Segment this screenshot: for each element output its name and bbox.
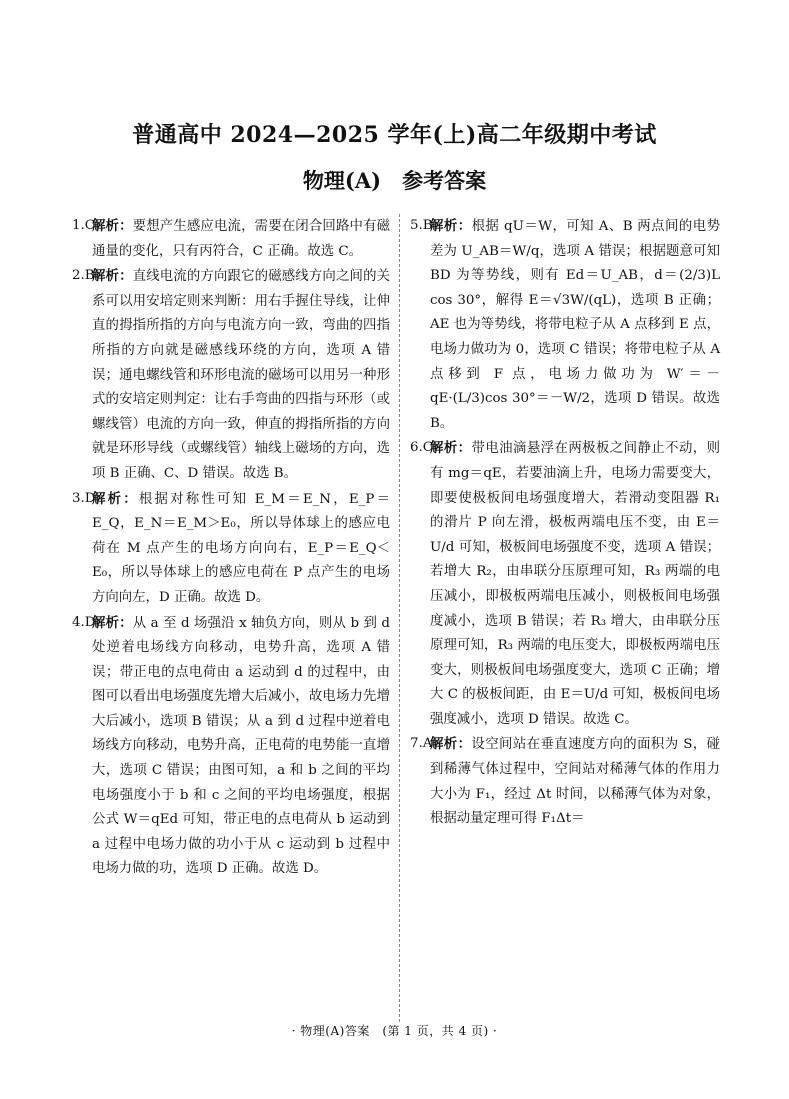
answer-item	[72, 214, 390, 264]
answer-item	[410, 214, 720, 436]
answer-text: 从 a 至 d 场强沿 x 轴负方向，则从 b 到 d 处逆着电场线方向移动，电势升高，选项 A 错误；带正电的点电荷由 a 运动到 d 的过程中，由图可以看出电场强度先增大后减小，故电场力先增大后减小，选项 B 错误；从 a 到 d 过程中逆着电场线方向移动，电势升高，正电荷的电势能一直增大，选项 C 错误；由图可知，a 和 b 之间的平均电场强度小于 b 和 c 之间的平均电场强度，根据公式 W＝qEd 可知，带正电的点电荷从 b 运动到 a 过程中电场力做的功小于从 c 运动到 b 过程中电场力做的功，选项 D 正确。故选 D。	[92, 615, 391, 877]
answer-number: 3.D	[72, 490, 96, 506]
page-footer: · 物理(A)答案 (第 1 页，共 4 页) ·	[291, 1024, 498, 1038]
left-column	[72, 214, 390, 882]
answer-text: 带电油滴悬浮在两极板之间静止不动，则有 mg＝qE，若要油滴上升，电场力需要变大，即要使极板间电场强度增大，若滑动变阻器 R₁ 的滑片 P 向左滑，极板两端电压不变，由 E＝U/d 可知，极板间电场强度不变，选项 A 错误；若增大 R₂，由串联分压原理可知，R₃ 两端的电压减小，即极板两端电压减小，则极板间电场强度减小，选项 B 错误；若 R₃ 增大，由串联分压原理可知，R₃ 两端的电压变大，即极板两端电压变大，则极板间电场强度变大，选项 C 正确；增大 C 的极板间距，由 E＝U/d 可知，极板间电场强度减小，选项 D 错误。故选 C。	[430, 441, 721, 727]
answer-tag: 解析：	[430, 736, 472, 753]
answer-number: 5.B	[410, 218, 433, 233]
answer-tag: 解析：	[92, 490, 139, 507]
answer-text: 根据 qU＝W，可知 A、B 两点间的电势差为 U_AB＝W/q，选项 A 错误；根据题意可知 BD 为等势线，则有 Ed＝U_AB，d＝(2/3)L cos 30°，解得 E＝√3W/(qL)，选项 B 正确；AE 也为等势线，将带电粒子从 A 点移到 E 点，电场力做功为 0，选项 C 错误；将带电粒子从 A 点移到 F 点，电场力做功为 W′＝－qE·(L/3)cos 30°＝－W/2，选项 D 错误。故选 B。	[430, 219, 720, 431]
answer-item	[72, 611, 390, 883]
answer-number: 4.D	[72, 614, 96, 630]
answer-item	[72, 264, 390, 486]
column-divider	[399, 214, 400, 1022]
answer-text: 直线电流的方向跟它的磁感线方向之间的关系可以用安培定则来判断：用右手握住导线，让伸直的拇指所指的方向与电流方向一致，弯曲的四指所指的方向就是磁感线环绕的方向，选项 A 错误；通电螺线管和环形电流的磁场可以用另一种形式的安培定则判定：让右手弯曲的四指与环形（或螺线管）电流的方向一致，伸直的拇指所指的方向就是环形导线（或螺线管）轴线上磁场的方向，选项 B 正确、C、D 错误。故选 B。	[92, 269, 391, 481]
answer-number: 6.C	[410, 440, 434, 456]
answer-text: 要想产生感应电流，需要在闭合回路中有磁通量的变化，只有丙符合，C 正确。故选 C。	[92, 219, 391, 259]
answer-item	[72, 487, 390, 611]
answer-item	[410, 436, 720, 732]
answer-tag: 解析：	[92, 614, 133, 631]
right-column	[410, 214, 720, 832]
answer-tag: 解析：	[92, 218, 133, 234]
answer-text: 根据对称性可知 E_M＝E_N，E_P＝E_Q，E_N＝E_M＞E₀，所以导体球上的感应电荷在 M 点产生的电场方向向右，E_P＝E_Q＜E₀，所以导体球上的感应电荷在 P 点产生的电场方向向左，D 正确。故选 D。	[92, 491, 390, 605]
page-title: 普通高中 2024—2025 学年(上)高二年级期中考试	[132, 122, 657, 148]
answer-item	[410, 732, 720, 831]
answer-text: 设空间站在垂直速度方向的面积为 S，碰到稀薄气体过程中，空间站对稀薄气体的作用力大小为 F₁，经过 Δt 时间，以稀薄气体为对象，根据动量定理可得 F₁Δt＝	[430, 737, 720, 827]
answer-number: 1.C	[72, 218, 96, 233]
answer-tag: 解析：	[430, 218, 472, 234]
answer-tag: 解析：	[92, 268, 133, 285]
answer-tag: 解析：	[430, 440, 472, 457]
page-subtitle: 物理(A) 参考答案	[302, 168, 487, 193]
answer-number: 2.B	[72, 268, 95, 284]
answer-number: 7.A	[410, 736, 433, 752]
